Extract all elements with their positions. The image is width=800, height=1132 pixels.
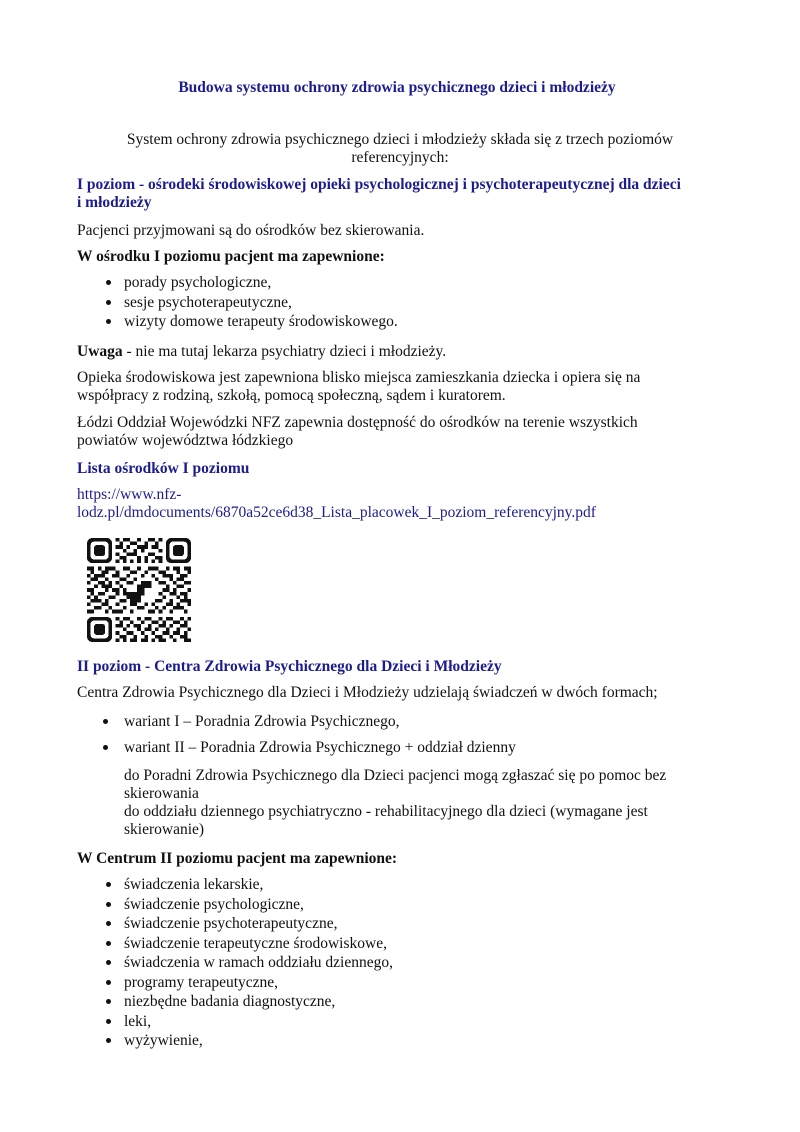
level1-list-link[interactable]: https://www.nfz- lodz.pl/dmdocuments/6870a52ce6d38_Lista_placowek_I_poziom_referencyjny.pdf [77, 486, 596, 521]
level1-heading: I poziom - ośrodeki środowiskowej opieki psychologicznej i psychoterapeutycznej dla dzieci i młodzieży [77, 176, 681, 211]
level2-intro: Centra Zdrowia Psychicznego dla Dzieci i Młodzieży udzielają świadczeń w dwóch formach; [77, 684, 658, 701]
list-item: świadczenia lekarskie, [77, 875, 717, 895]
list-item: sesje psychoterapeutyczne, [77, 293, 717, 313]
document-title: Budowa systemu ochrony zdrowia psychicznego dzieci i młodzieży [178, 79, 616, 96]
level1-list-heading: Lista ośrodków I poziomu [77, 460, 250, 477]
list-item: świadczenie psychologiczne, [77, 895, 717, 915]
level2-variants-list [77, 709, 717, 761]
list-item: niezbędne badania diagnostyczne, [77, 992, 717, 1012]
list-item: wizyty domowe terapeuty środowiskowego. [77, 312, 717, 332]
level2-heading: II poziom - Centra Zdrowia Psychicznego dla Dzieci i Młodzieży [77, 658, 502, 675]
community-care-paragraph: Opieka środowiskowa jest zapewniona blisko miejsca zamieszkania dziecka i opiera się na współpracy z rodziną, szkołą, pomocą społeczną, sądem i kuratorem. [77, 369, 641, 404]
list-item: leki, [77, 1012, 717, 1032]
list-item: świadczenie terapeutyczne środowiskowe, [77, 934, 717, 954]
intro-paragraph: System ochrony zdrowia psychicznego dzieci i młodzieży składa się z trzech poziomów referencyjnych: [126, 131, 674, 166]
note-text: - nie ma tutaj lekarza psychiatry dzieci i młodzieży. [122, 343, 447, 360]
list-item: wariant I – Poradnia Zdrowia Psychicznego, [77, 709, 717, 735]
level1-provided-list [77, 273, 717, 332]
list-item: świadczenie psychoterapeutyczne, [77, 914, 717, 934]
level2-provided-heading: W Centrum II poziomu pacjent ma zapewnione: [77, 850, 398, 867]
level1-note [77, 343, 446, 361]
list-item: wariant II – Poradnia Zdrowia Psychicznego + oddział dzienny [77, 735, 717, 761]
level1-provided-heading: W ośrodku I poziomu pacjent ma zapewnione: [77, 248, 385, 265]
list-item: programy terapeutyczne, [77, 973, 717, 993]
note-label: Uwaga [77, 343, 123, 360]
qr-code-icon[interactable] [87, 538, 191, 642]
list-item: porady psychologiczne, [77, 273, 717, 293]
list-item: wyżywienie, [77, 1031, 717, 1051]
nfz-paragraph: Łódzi Oddział Wojewódzki NFZ zapewnia dostępność do ośrodków na terenie wszystkich powiatów województwa łódzkiego [77, 414, 638, 449]
level2-details: do Poradni Zdrowia Psychicznego dla Dzieci pacjenci mogą zgłaszać się po pomoc bez skierowania do oddziału dziennego psychiatryczno - rehabilitacyjnego dla dzieci (wymagane jest skierowanie) [124, 767, 667, 838]
level1-admission: Pacjenci przyjmowani są do ośrodków bez skierowania. [77, 222, 425, 239]
level2-provided-list [77, 875, 717, 1051]
list-item: świadczenia w ramach oddziału dziennego, [77, 953, 717, 973]
